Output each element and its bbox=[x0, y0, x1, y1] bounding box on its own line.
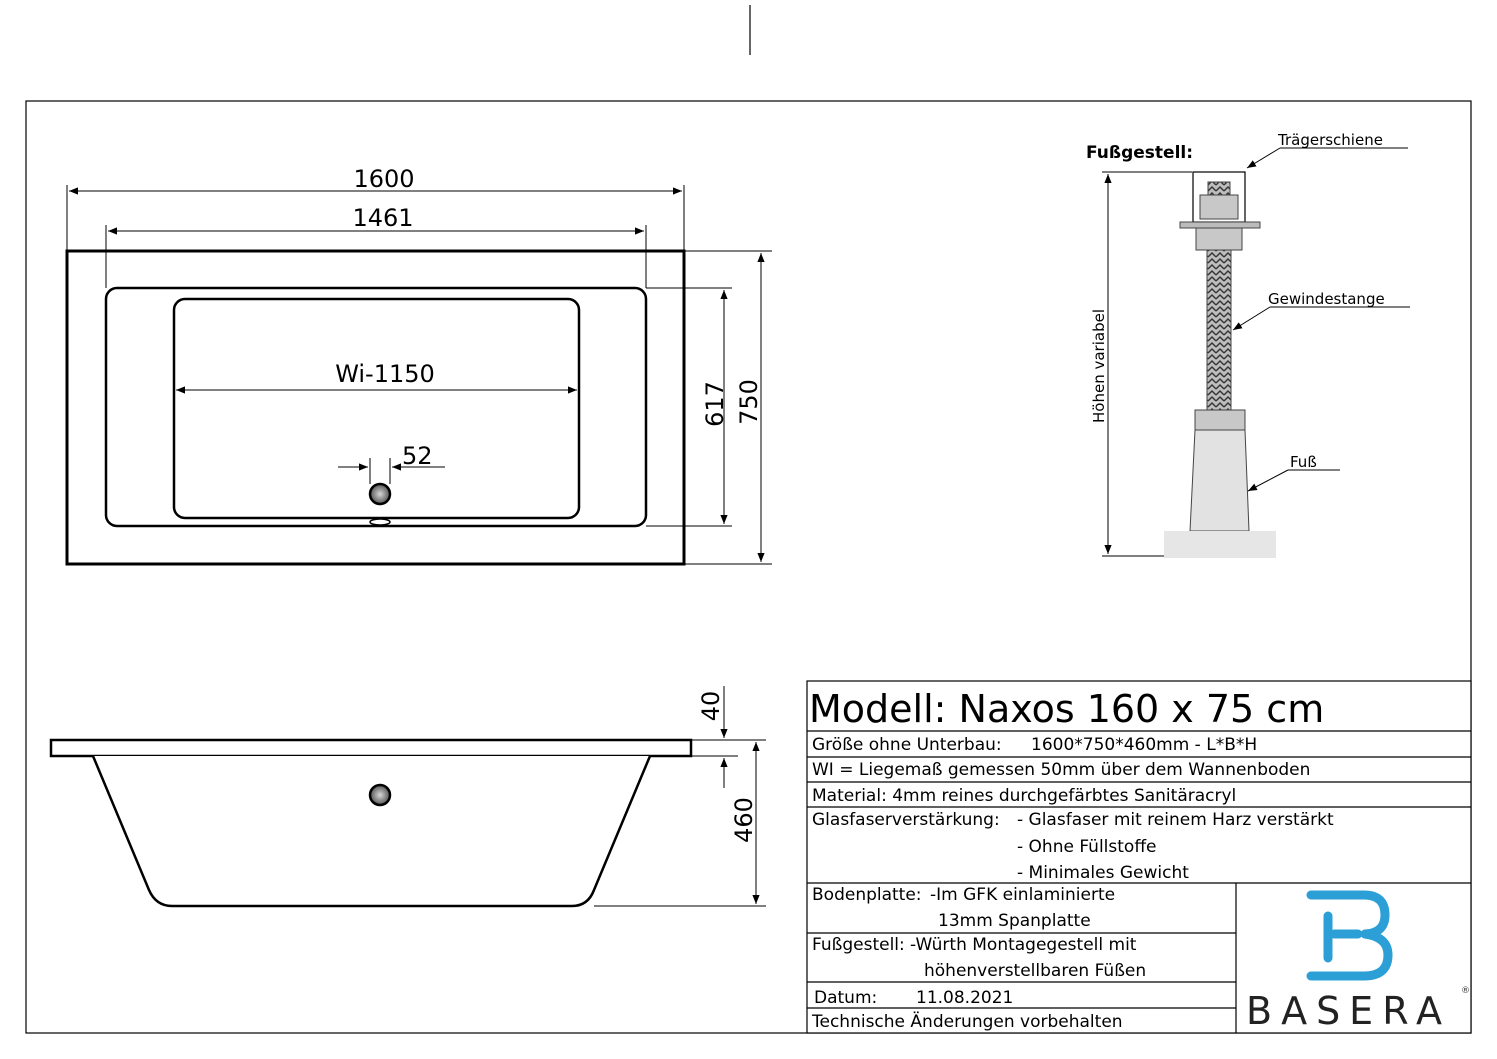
label-rod: Gewindestange bbox=[1268, 290, 1385, 308]
fiber-line-1: - Glasfaser mit reinem Harz verstärkt bbox=[1017, 810, 1334, 830]
lock-nut bbox=[1196, 228, 1242, 250]
fiber-line-2: - Ohne Füllstoffe bbox=[1017, 837, 1157, 857]
size-value: 1600*750*460mm - L*B*H bbox=[1031, 735, 1258, 755]
label-rail: Trägerschiene bbox=[1278, 131, 1383, 149]
side-view bbox=[51, 686, 766, 906]
base-line-1: -Im GFK einlaminierte bbox=[930, 885, 1116, 905]
dim-width-inner: 617 bbox=[701, 381, 729, 427]
base-label: Bodenplatte: bbox=[812, 885, 922, 905]
dim-drain: 52 bbox=[402, 442, 433, 470]
rail-nut bbox=[1200, 195, 1238, 219]
brand-name: BASERA bbox=[1246, 989, 1452, 1033]
frame-line-1: -Würth Montagegestell mit bbox=[910, 935, 1137, 955]
foot-body bbox=[1190, 430, 1249, 531]
foot-detail bbox=[1086, 131, 1410, 558]
top-view bbox=[67, 165, 772, 564]
registered-mark: ® bbox=[1461, 986, 1470, 996]
size-label: Größe ohne Unterbau: bbox=[812, 735, 1002, 755]
tub-side-profile bbox=[93, 756, 650, 906]
dim-rim: 40 bbox=[697, 690, 725, 722]
note-line: Technische Änderungen vorbehalten bbox=[812, 1012, 1123, 1032]
date-value: 11.08.2021 bbox=[916, 988, 1014, 1008]
overflow-side-icon bbox=[370, 785, 390, 805]
dim-width-outer: 750 bbox=[735, 379, 763, 425]
foot-base-pad bbox=[1164, 531, 1276, 558]
overflow-icon bbox=[370, 519, 390, 525]
base-line-2: 13mm Spanplatte bbox=[938, 911, 1091, 931]
wi-line: WI = Liegemaß gemessen 50mm über dem Wannenboden bbox=[812, 760, 1311, 780]
dim-height: 460 bbox=[730, 797, 758, 843]
dim-length-outer: 1600 bbox=[353, 165, 415, 193]
date-label: Datum: bbox=[814, 988, 878, 1008]
model-title: Modell: Naxos 160 x 75 cm bbox=[809, 687, 1325, 731]
foot-detail-heading: Fußgestell: bbox=[1086, 143, 1194, 163]
frame-label: Fußgestell: bbox=[812, 935, 905, 955]
material-line: Material: 4mm reines durchgefärbtes Sanitäracryl bbox=[812, 786, 1237, 806]
foot-nut bbox=[1195, 410, 1245, 430]
frame-line-2: höhenverstellbaren Füßen bbox=[924, 961, 1147, 981]
rail-plate bbox=[1180, 222, 1260, 228]
drain-icon bbox=[370, 484, 390, 504]
dim-lying-width: Wi-1150 bbox=[335, 360, 435, 388]
threaded-rod bbox=[1207, 250, 1231, 410]
label-height-variable: Höhen variabel bbox=[1090, 309, 1108, 423]
label-foot: Fuß bbox=[1290, 453, 1317, 471]
tub-rim bbox=[51, 740, 691, 756]
dim-length-inner: 1461 bbox=[352, 204, 414, 232]
fiber-line-3: - Minimales Gewicht bbox=[1017, 863, 1189, 883]
fiber-label: Glasfaserverstärkung: bbox=[812, 810, 1000, 830]
